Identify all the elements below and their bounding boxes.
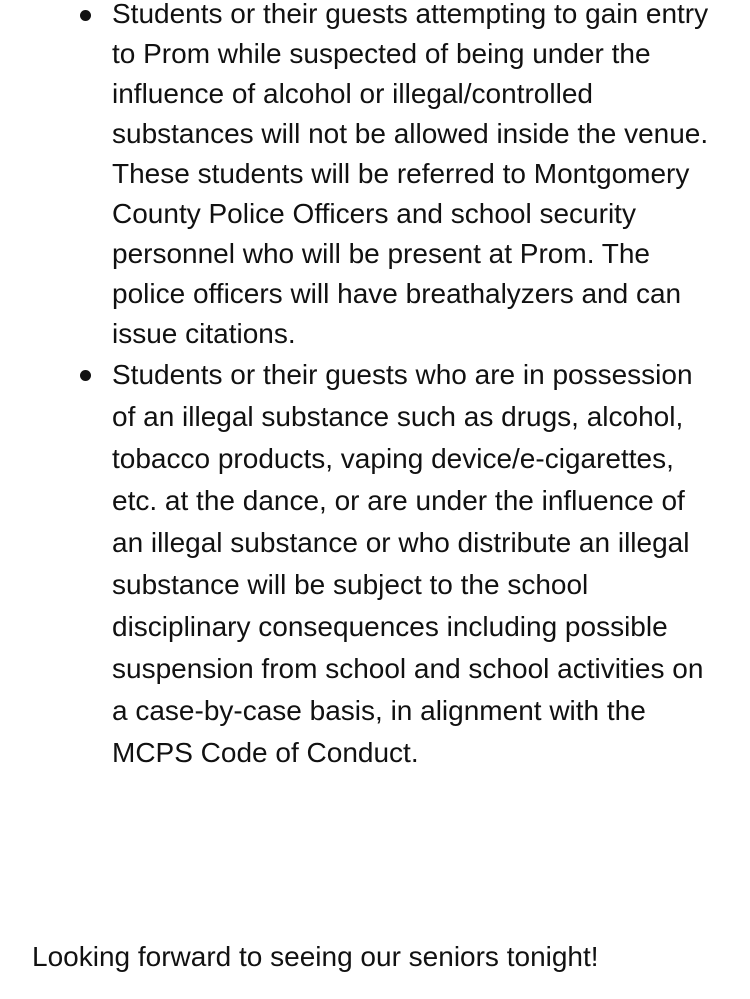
list-item [0,354,750,774]
bullet-text: Students or their guests who are in possession of an illegal substance such as drugs, alcohol, tobacco products, vaping device/e-cigarettes, etc. at the dance, or are under the influence of an illegal substance or who distribute an illegal substance will be subject to the school disciplinary consequences including possible suspension from school and school activities on a case-by-case basis, in alignment with the MCPS Code of Conduct. [112,359,704,768]
bullet-icon [80,10,91,21]
bullet-icon [80,370,91,381]
closing-line: Looking forward to seeing our seniors tonight! [32,941,599,972]
list-item [0,0,750,354]
bullet-text: Students or their guests attempting to gain entry to Prom while suspected of being under the influence of alcohol or illegal/controlled substances will not be allowed inside the venue. These students will be referred to Montgomery County Police Officers and school security personnel who will be present at Prom. The police officers will have breathalyzers and can issue citations. [112,0,709,349]
